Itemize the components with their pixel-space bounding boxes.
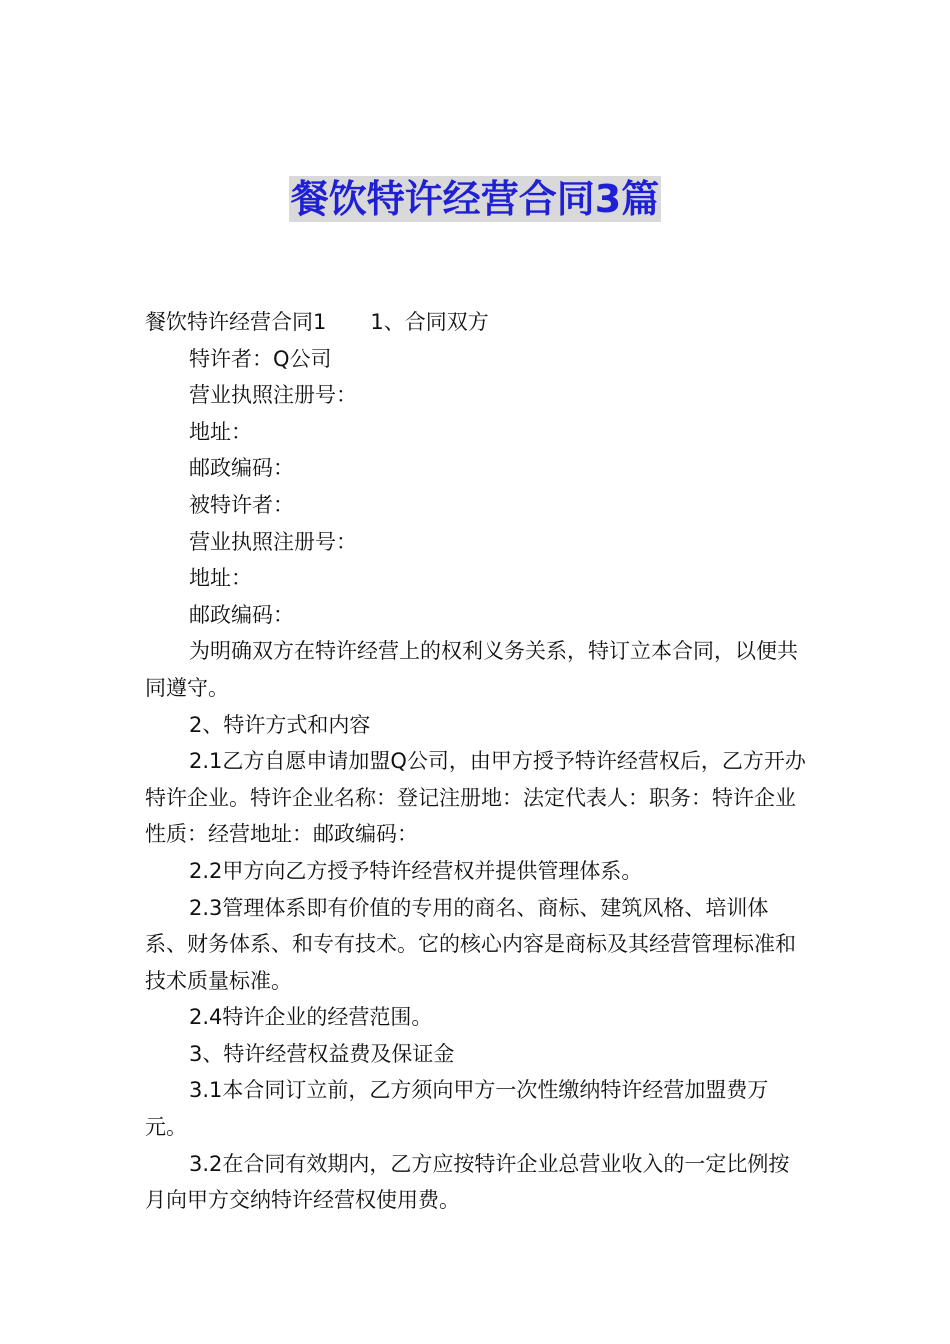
section-heading-parties: 1、合同双方 — [370, 310, 489, 334]
paragraph-address: 地址： — [189, 419, 252, 444]
clause-3-2: 3.2在合同有效期内，乙方应按特许企业总营业收入的一定比例按月向甲方交纳特许经营权使用费。 — [145, 1151, 790, 1213]
document-title: 餐饮特许经营合同3篇 — [290, 177, 660, 221]
clause-2-2: 2.2甲方向乙方授予特许经营权并提供管理体系。 — [189, 858, 643, 883]
paragraph-license-number-2: 营业执照注册号： — [189, 529, 357, 554]
paragraph-license-number: 营业执照注册号： — [189, 383, 357, 408]
paragraph-address-2: 地址： — [189, 566, 252, 591]
paragraph-postcode: 邮政编码： — [189, 456, 294, 481]
section-heading-method: 2、特许方式和内容 — [189, 712, 371, 737]
clause-2-4: 2.4特许企业的经营范围。 — [189, 1005, 433, 1030]
clause-3-1: 3.1本合同订立前，乙方须向甲方一次性缴纳特许经营加盟费万元。 — [145, 1078, 769, 1140]
paragraph-licensee: 被特许者： — [189, 492, 294, 517]
clause-2-1: 2.1乙方自愿申请加盟Q公司，由甲方授予特许经营权后，乙方开办特许企业。特许企业名称：登记注册地：法定代表人：职务：特许企业性质：经营地址：邮政编码： — [145, 749, 806, 847]
contract-heading: 餐饮特许经营合同1 — [145, 310, 327, 334]
document-body — [145, 304, 810, 1219]
paragraph-postcode-2: 邮政编码： — [189, 602, 294, 627]
title-container — [0, 176, 950, 222]
paragraph-licensor: 特许者：Q公司 — [189, 346, 332, 371]
section-heading-fees: 3、特许经营权益费及保证金 — [189, 1041, 455, 1066]
first-heading-line — [145, 304, 810, 341]
paragraph-purpose: 为明确双方在特许经营上的权利义务关系，特订立本合同，以便共同遵守。 — [145, 639, 798, 700]
clause-2-3: 2.3管理体系即有价值的专用的商名、商标、建筑风格、培训体系、财务体系、和专有技术。它的核心内容是商标及其经营管理标准和技术质量标准。 — [145, 895, 796, 993]
